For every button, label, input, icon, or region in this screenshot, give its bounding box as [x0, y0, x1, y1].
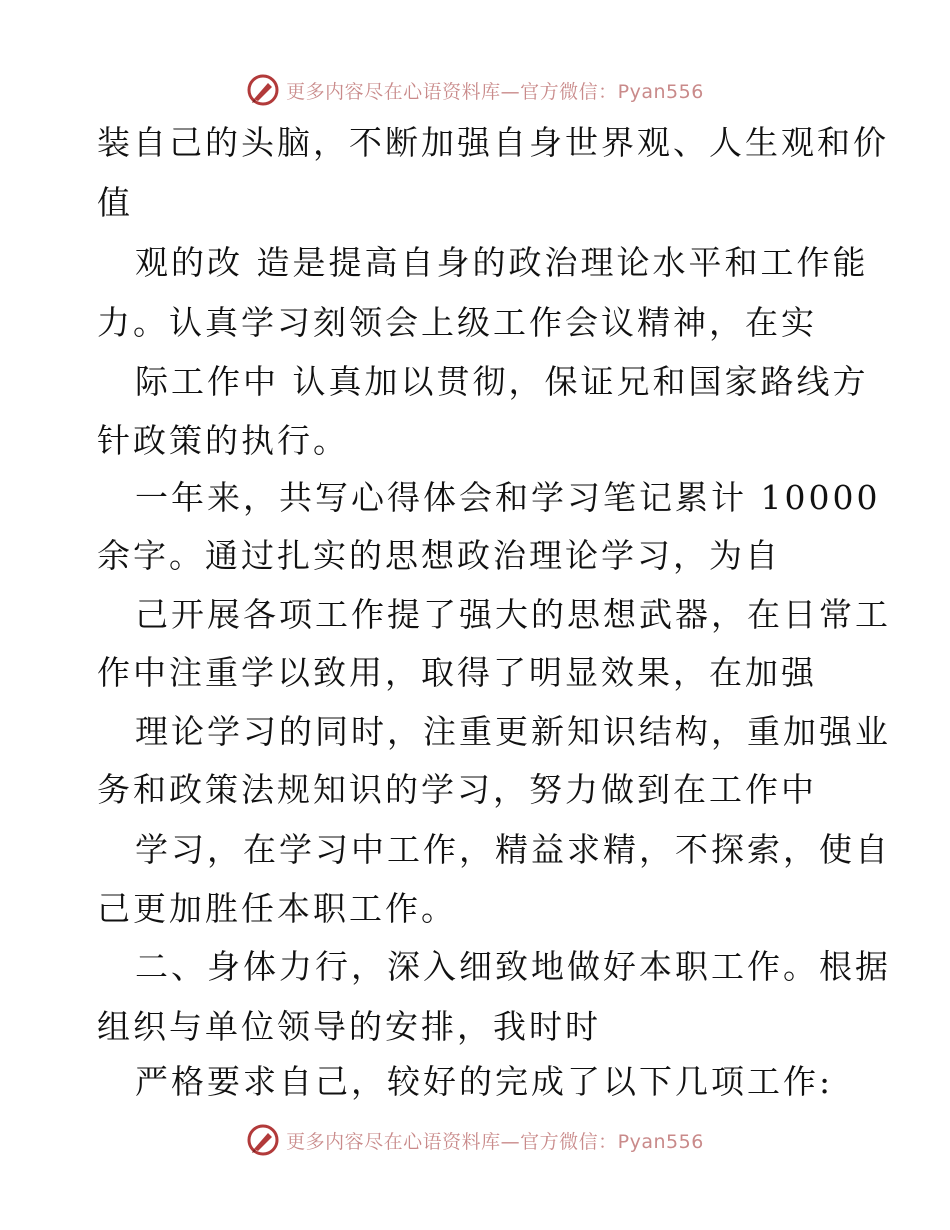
body-line: 作中注重学以致用，取得了明显效果，在加强	[97, 653, 817, 692]
body-line: 学习，在学习中工作，精益求精，不探索，使自	[135, 830, 891, 869]
body-line: 力。认真学习刻领会上级工作会议精神，在实	[97, 303, 817, 342]
body-line: 际工作中 认真加以贯彻，保证兄和国家路线方	[135, 362, 869, 401]
body-line: 余字。通过扎实的思想政治理论学习，为自	[97, 536, 781, 575]
body-line: 装自己的头脑，不断加强自身世界观、人生观和价	[97, 123, 889, 162]
body-line: 理论学习的同时，注重更新知识结构，重加强业	[135, 712, 891, 751]
body-line: 务和政策法规知识的学习，努力做到在工作中	[97, 770, 817, 809]
body-line: 观的改 造是提高自身的政治理论水平和工作能	[135, 243, 869, 282]
pen-circle-logo-icon	[246, 1123, 280, 1157]
body-line: 二、身体力行，深入细致地做好本职工作。根据	[135, 947, 891, 986]
watermark-text: 更多内容尽在心语资料库—官方微信：Pyan556	[286, 1130, 704, 1153]
body-line: 一年来，共写心得体会和学习笔记累计 10000	[135, 478, 881, 517]
body-line: 己更加胜任本职工作。	[97, 889, 457, 928]
body-line: 己开展各项工作提了强大的思想武器，在日常工	[135, 595, 891, 634]
watermark-text: 更多内容尽在心语资料库—官方微信：Pyan556	[286, 80, 704, 103]
body-line: 针政策的执行。	[97, 421, 349, 460]
body-line: 值	[97, 183, 133, 222]
footer-watermark	[0, 1120, 950, 1160]
body-line: 严格要求自己，较好的完成了以下几项工作:	[135, 1062, 834, 1101]
body-line: 组织与单位领导的安排，我时时	[97, 1007, 601, 1046]
